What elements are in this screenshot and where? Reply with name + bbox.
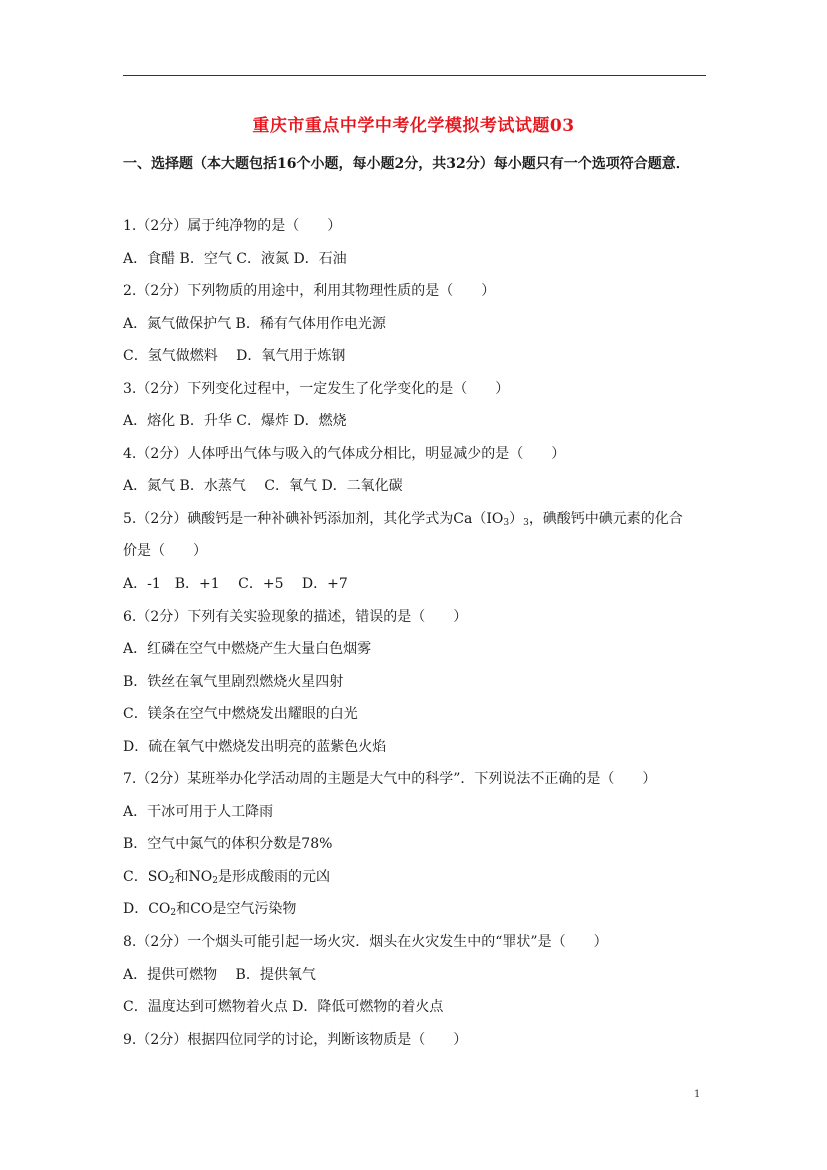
question-7-option-d: [123, 893, 713, 926]
question-2-options-ab: A．氮气做保护气 B．稀有气体用作电光源: [123, 315, 386, 332]
question-9-stem: 9.（2分）根据四位同学的讨论，判断该物质是（ ）: [123, 1031, 468, 1048]
question-list: [123, 210, 713, 1056]
question-5-subscript-a: 3: [503, 517, 510, 528]
question-3-options: A．熔化 B．升华 C．爆炸 D．燃烧: [123, 413, 347, 430]
question-8-options-cd: C．温度达到可燃物着火点 D．降低可燃物的着火点: [123, 999, 444, 1016]
question-5-stem: [123, 503, 713, 536]
question-5-stem-text-b: ）: [509, 510, 524, 527]
question-7-option-c-sub1: 2: [168, 875, 175, 886]
question-2-options-cd: C．氢气做燃料 D．氧气用于炼钢: [123, 348, 346, 365]
question-4-options: A．氮气 B．水蒸气 C．氧气 D．二氧化碳: [123, 478, 403, 495]
question-8-options-ab: A．提供可燃物 B．提供氧气: [123, 966, 316, 983]
section-heading: 一、选择题（本大题包括16个小题，每小题2分，共32分）每小题只有一个选项符合题意．: [123, 156, 690, 172]
question-7-option-c-sub2: 2: [212, 875, 218, 886]
question-5-subscript-b: 3: [523, 517, 529, 528]
page-title: 重庆市重点中学中考化学模拟考试试题03: [252, 116, 575, 136]
question-6-option-d: D．硫在氧气中燃烧发出明亮的蓝紫色火焰: [123, 738, 387, 755]
question-6-stem: 6.（2分）下列有关实验现象的描述，错误的是（ ）: [123, 608, 468, 625]
question-4-stem: 4.（2分）人体呼出气体与吸入的气体成分相比，明显减少的是（ ）: [123, 445, 566, 462]
question-7-stem: 7.（2分）某班举办化学活动周的主题是大气中的科学”．下列说法不正确的是（ ）: [123, 771, 657, 788]
header-rule: [123, 75, 706, 76]
question-7-option-d-post: 和CO是空气污染物: [176, 901, 297, 918]
question-7-option-c-mid: 和NO: [174, 868, 213, 885]
question-2-stem: 2.（2分）下列物质的用途中，利用其物理性质的是（ ）: [123, 283, 496, 300]
question-7-option-c-post: 是形成酸雨的元凶: [217, 868, 330, 885]
question-7-option-a: A．干冰可用于人工降雨: [123, 803, 274, 820]
question-7-option-c: [123, 861, 713, 894]
question-7-option-d-sub: 2: [170, 908, 177, 919]
question-7-option-c-pre: C．SO: [123, 868, 169, 885]
question-7-option-b: B．空气中氮气的体积分数是78%: [123, 836, 333, 853]
question-5-stem-text-c: ，碘酸钙中碘元素的化合: [528, 510, 683, 527]
question-1-stem: 1.（2分）属于纯净物的是（ ）: [123, 218, 342, 234]
question-7-option-d-pre: D．CO: [123, 901, 171, 918]
question-6-option-b: B．铁丝在氧气里剧烈燃烧火星四射: [123, 673, 344, 690]
question-5-options: A．-1 B．+1 C．+5 D．+7: [123, 576, 348, 593]
page-number: 1: [694, 1089, 701, 1100]
question-8-stem: 8.（2分）一个烟头可能引起一场火灾．烟头在火灾发生中的“罪状”是（ ）: [123, 934, 608, 951]
question-6-option-a: A．红磷在空气中燃烧产生大量白色烟雾: [123, 641, 372, 658]
question-5-stem-text-a: 5.（2分）碘酸钙是一种补碘补钙添加剂，其化学式为Ca（IO: [123, 510, 504, 527]
question-5-stem-continued: 价是（ ）: [123, 543, 207, 560]
question-1-options: A．食醋 B．空气 C．液氮 D．石油: [123, 250, 347, 267]
question-6-option-c: C．镁条在空气中燃烧发出耀眼的白光: [123, 706, 358, 723]
question-3-stem: 3.（2分）下列变化过程中，一定发生了化学变化的是（ ）: [123, 380, 510, 397]
